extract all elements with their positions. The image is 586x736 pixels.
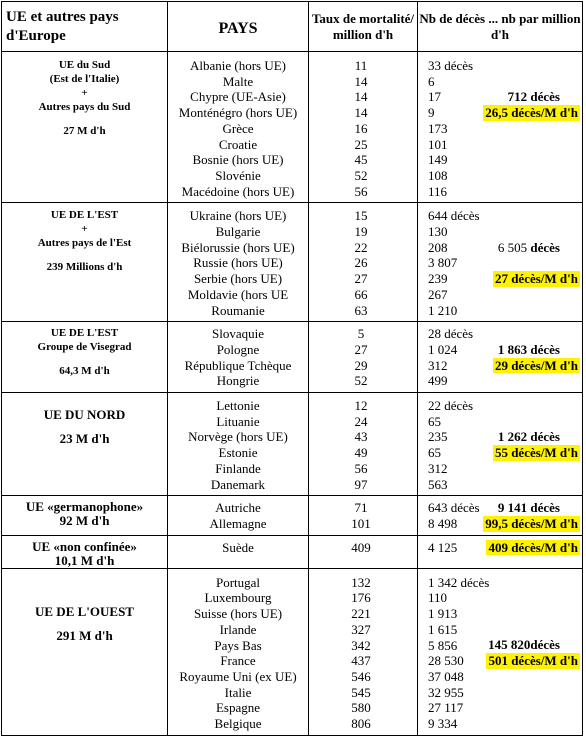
pays-column xyxy=(168,568,309,735)
taux-column xyxy=(309,203,418,322)
death-count: 110 xyxy=(428,590,448,606)
country-name: Bosnie (hors UE) xyxy=(192,152,284,168)
region-cell xyxy=(2,203,168,322)
death-count: 9 xyxy=(428,105,435,121)
death-count: 8 498 xyxy=(428,515,458,531)
taux-column xyxy=(309,535,418,568)
mortality-rate: 29 xyxy=(354,357,368,373)
country-name: Grèce xyxy=(222,120,254,136)
country-name: Finlande xyxy=(215,460,261,476)
country-name: Suisse (hors UE) xyxy=(193,606,283,622)
mortality-rate: 101 xyxy=(351,515,371,531)
death-count: 17 xyxy=(428,89,441,105)
mortality-rate: 22 xyxy=(354,239,368,255)
pays-column xyxy=(168,52,309,203)
death-count: 65 xyxy=(428,445,441,461)
country-name: Italie xyxy=(224,684,252,700)
death-count: 173 xyxy=(428,120,448,136)
death-count: 239 xyxy=(428,271,448,287)
death-count: 3 807 xyxy=(428,255,458,271)
header-taux: Taux de mortalité/ million d'h xyxy=(309,2,418,52)
country-name: Royaume Uni (ex UE) xyxy=(179,668,297,684)
country-name: Danemark xyxy=(210,476,266,492)
region-cell xyxy=(2,322,168,393)
region-spacer xyxy=(2,585,167,595)
country-name: Irlande xyxy=(219,621,257,637)
deces-column xyxy=(418,203,583,322)
region-group-row xyxy=(2,322,583,393)
deces-column xyxy=(418,393,583,496)
taux-column xyxy=(309,322,418,393)
region-spacer xyxy=(2,114,167,124)
death-count: 22 décès xyxy=(428,398,474,414)
mortality-rate: 52 xyxy=(354,167,368,183)
country-name: Roumanie xyxy=(211,302,265,318)
group-total-deaths: 9 141 décès xyxy=(497,500,560,516)
mortality-rate: 437 xyxy=(351,653,371,669)
mortality-rate: 806 xyxy=(351,716,371,732)
death-count: 644 décès xyxy=(428,208,480,224)
country-name: Monténégro (hors UE) xyxy=(178,105,298,121)
region-cell xyxy=(2,393,168,496)
country-name: Croatie xyxy=(218,136,258,152)
death-count: 108 xyxy=(428,167,448,183)
mortality-rate: 71 xyxy=(354,500,368,516)
country-name: Belgique xyxy=(214,716,262,732)
region-cell xyxy=(2,496,168,535)
country-name: Chypre (UE-Asie) xyxy=(190,89,286,105)
country-name: Biélorussie (hors UE) xyxy=(181,239,295,255)
death-count: 32 955 xyxy=(428,684,464,700)
death-count: 208 xyxy=(428,239,448,255)
mortality-rate: 63 xyxy=(354,302,368,318)
death-count: 149 xyxy=(428,152,448,168)
death-count: 9 334 xyxy=(428,716,458,732)
death-count: 27 117 xyxy=(428,700,464,716)
mortality-rate: 132 xyxy=(351,574,371,590)
country-name: Russie (hors UE) xyxy=(193,255,283,271)
region-label: Autres pays du Sud xyxy=(38,101,131,113)
death-count: 130 xyxy=(428,224,448,240)
region-label: UE «germanophone» xyxy=(25,499,144,515)
pays-column xyxy=(168,203,309,322)
death-count: 1 210 xyxy=(428,302,458,318)
mortality-rate: 49 xyxy=(354,445,368,461)
group-deaths-per-million: 501 décès/M d'h xyxy=(488,653,578,669)
death-count: 312 xyxy=(428,460,448,476)
group-deaths-per-million: 409 décès/M d'h xyxy=(488,539,578,555)
country-name: République Tchèque xyxy=(184,357,292,373)
header-row xyxy=(2,2,583,52)
region-group-row xyxy=(2,535,583,568)
mortality-rate: 12 xyxy=(354,398,368,414)
death-count: 28 décès xyxy=(428,326,474,342)
country-name: Estonie xyxy=(218,445,258,461)
country-name: Portugal xyxy=(215,574,261,590)
country-name: Norvège (hors UE) xyxy=(188,429,288,445)
region-spacer xyxy=(2,575,167,585)
country-name: France xyxy=(220,653,256,669)
taux-column xyxy=(309,496,418,535)
header-pays: PAYS xyxy=(168,2,309,52)
region-label: 10,1 M d'h xyxy=(54,552,115,568)
deces-column xyxy=(418,52,583,203)
country-name: Lituanie xyxy=(216,413,260,429)
mortality-rate: 97 xyxy=(354,476,368,492)
region-cell xyxy=(2,535,168,568)
country-name: Lettonie xyxy=(216,398,260,414)
death-count: 6 xyxy=(428,73,435,89)
country-name: Pologne xyxy=(216,341,260,357)
pays-column xyxy=(168,322,309,393)
mortality-rate: 27 xyxy=(354,341,368,357)
region-label: 291 M d'h xyxy=(56,627,113,643)
death-count: 116 xyxy=(428,183,448,199)
mortality-rate: 16 xyxy=(354,120,368,136)
group-deaths-per-million: 27 décès/M d'h xyxy=(494,271,578,287)
taux-column xyxy=(309,568,418,735)
region-label: Groupe de Visegrad xyxy=(37,341,132,354)
country-name: Bulgarie xyxy=(215,224,261,240)
pays-column xyxy=(168,496,309,535)
death-count: 1 913 xyxy=(428,606,458,622)
country-name: Albanie (hors UE) xyxy=(189,58,287,73)
death-count: 235 xyxy=(428,429,448,445)
region-label: UE DE L'EST xyxy=(50,209,119,222)
country-name: Suède xyxy=(222,539,254,555)
deces-column xyxy=(418,496,583,535)
mortality-table xyxy=(1,1,583,736)
death-count: 643 décès xyxy=(428,500,480,516)
mortality-rate: 19 xyxy=(354,224,368,240)
mortality-rate: 5 xyxy=(357,326,365,342)
country-name: Pays Bas xyxy=(214,637,262,653)
region-label: 239 Millions d'h xyxy=(46,261,123,274)
country-name: Macédoine (hors UE) xyxy=(181,183,295,199)
taux-column xyxy=(309,393,418,496)
group-total-deaths: 1 863 décès xyxy=(497,341,560,357)
region-label: 27 M d'h xyxy=(63,125,106,137)
region-label: UE DE L'OUEST xyxy=(35,603,134,619)
death-count: 65 xyxy=(428,413,441,429)
mortality-rate: 176 xyxy=(351,590,371,606)
country-name: Espagne xyxy=(215,700,261,716)
death-count: 1 615 xyxy=(428,621,458,637)
death-count: 37 048 xyxy=(428,668,464,684)
pays-column xyxy=(168,393,309,496)
region-label: + xyxy=(81,87,88,99)
mortality-rate: 221 xyxy=(351,606,371,622)
country-name: Moldavie (hors UE xyxy=(187,286,289,302)
mortality-rate: 15 xyxy=(354,208,368,224)
death-count: 563 xyxy=(428,476,448,492)
mortality-rate: 24 xyxy=(354,413,368,429)
region-label: 92 M d'h xyxy=(59,513,110,529)
region-group-row xyxy=(2,52,583,203)
region-group-row xyxy=(2,393,583,496)
death-count: 1 342 décès xyxy=(428,574,490,590)
mortality-rate: 26 xyxy=(354,255,368,271)
country-name: Slovaquie xyxy=(212,326,264,342)
mortality-rate: 56 xyxy=(354,183,368,199)
region-label: + xyxy=(81,223,88,236)
region-label: Autres pays de l'Est xyxy=(37,237,132,250)
region-label: 64,3 M d'h xyxy=(59,365,110,378)
country-name: Hongrie xyxy=(216,373,260,389)
deces-column xyxy=(418,568,583,735)
mortality-rate: 14 xyxy=(354,89,368,105)
country-name: Luxembourg xyxy=(204,590,272,606)
group-total-deaths: 1 262 décès xyxy=(497,429,560,445)
group-total-deaths: 712 décès xyxy=(507,89,560,105)
mortality-rate: 66 xyxy=(354,286,368,302)
mortality-rate: 56 xyxy=(354,460,368,476)
death-count: 499 xyxy=(428,373,448,389)
country-name: Serbie (hors UE) xyxy=(193,271,283,287)
group-deaths-per-million: 29 décès/M d'h xyxy=(494,357,578,373)
header-region: UE et autres pays d'Europe xyxy=(2,2,168,52)
group-total-suffix: décès xyxy=(527,239,560,255)
country-name: Autriche xyxy=(215,500,261,516)
group-total-deaths xyxy=(498,240,560,256)
death-count: 267 xyxy=(428,286,448,302)
mortality-rate: 11 xyxy=(354,58,368,73)
mortality-rate: 546 xyxy=(351,668,371,684)
death-count: 4 125 xyxy=(428,539,458,555)
region-cell xyxy=(2,52,168,203)
region-label: (Est de l'Italie) xyxy=(49,73,120,85)
mortality-rate: 14 xyxy=(354,105,368,121)
group-deaths-per-million: 26,5 décès/M d'h xyxy=(485,105,578,121)
mortality-rate: 545 xyxy=(351,684,371,700)
mortality-rate: 409 xyxy=(351,539,371,555)
mortality-rate: 580 xyxy=(351,700,371,716)
region-label: UE DE L'EST xyxy=(50,327,119,340)
death-count: 312 xyxy=(428,357,448,373)
country-name: Slovénie xyxy=(215,167,261,183)
group-deaths-per-million: 99,5 décès/M d'h xyxy=(485,515,578,531)
mortality-rate: 45 xyxy=(354,152,368,168)
death-count: 1 024 xyxy=(428,341,458,357)
mortality-rate: 52 xyxy=(354,373,368,389)
death-count: 5 856 xyxy=(428,637,458,653)
region-label: UE du Sud xyxy=(58,59,111,71)
mortality-rate: 27 xyxy=(354,271,368,287)
deces-column xyxy=(418,535,583,568)
group-deaths-per-million: 55 décès/M d'h xyxy=(494,445,578,461)
death-count: 33 décès xyxy=(428,58,474,73)
country-name: Allemagne xyxy=(209,515,267,531)
group-total-deaths: 145 820décès xyxy=(488,637,560,653)
mortality-rate: 342 xyxy=(351,637,371,653)
region-spacer xyxy=(2,354,167,364)
header-deces: Nb de décès ... nb par million d'h xyxy=(418,2,583,52)
group-total-number: 6 505 xyxy=(497,239,528,255)
region-label: UE DU NORD xyxy=(43,407,126,423)
mortality-rate: 25 xyxy=(354,136,368,152)
mortality-rate: 14 xyxy=(354,73,368,89)
region-group-row xyxy=(2,496,583,535)
death-count: 101 xyxy=(428,136,448,152)
region-group-row xyxy=(2,568,583,735)
mortality-rate: 43 xyxy=(354,429,368,445)
mortality-rate: 327 xyxy=(351,621,371,637)
country-name: Ukraine (hors UE) xyxy=(189,208,287,224)
region-label: 23 M d'h xyxy=(59,431,110,447)
death-count: 28 530 xyxy=(428,653,464,669)
deces-column xyxy=(418,322,583,393)
taux-column xyxy=(309,52,418,203)
region-label: UE «non confinée» xyxy=(32,538,137,554)
region-cell xyxy=(2,568,168,735)
region-group-row xyxy=(2,203,583,322)
country-name: Malte xyxy=(222,73,254,89)
region-spacer xyxy=(2,250,167,260)
pays-column xyxy=(168,535,309,568)
